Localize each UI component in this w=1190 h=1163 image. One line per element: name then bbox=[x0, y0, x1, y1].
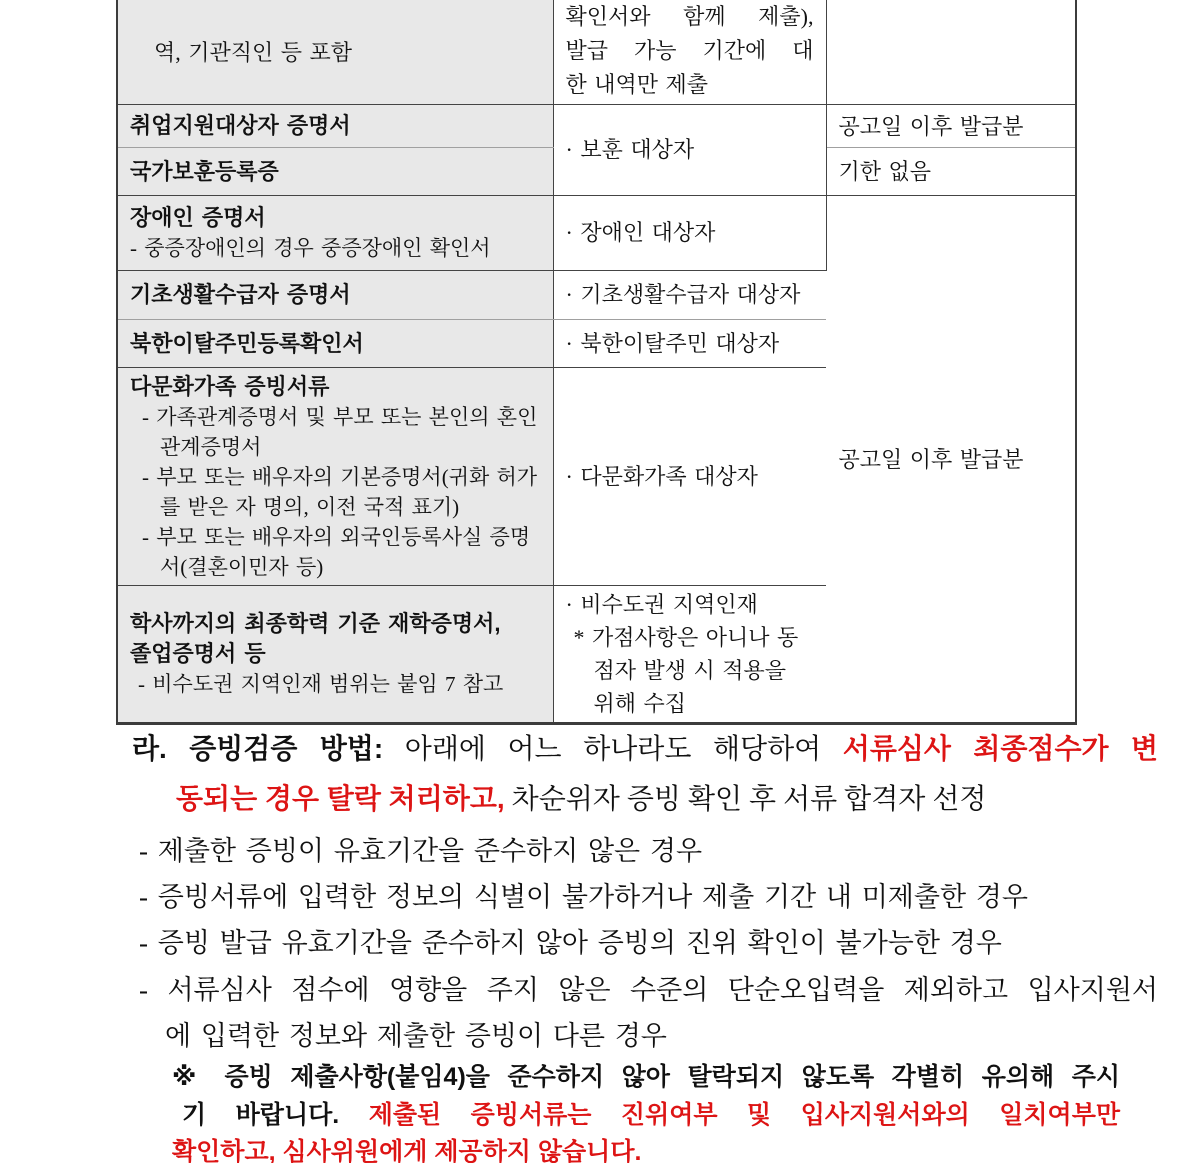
verification-section bbox=[0, 715, 1190, 1163]
cell-title-line: 학사까지의 최종학력 기준 재학증명서, bbox=[130, 611, 501, 636]
cell-cutoff-middle bbox=[553, 0, 826, 105]
cell-education-certs bbox=[117, 586, 553, 724]
section-heading-line2 bbox=[0, 781, 1190, 817]
cell-disability-target: · 장애인 대상자 bbox=[553, 196, 826, 271]
caution-note-line3: 확인하고, 심사위원에게 제공하지 않습니다. bbox=[172, 1138, 642, 1163]
cell-issued-after-notice-2: 공고일 이후 발급분 bbox=[826, 196, 1076, 724]
caution-note-line1: ※ 증빙 제출사항(붙임4)을 준수하지 않아 탈락되지 않도록 각별히 유의해 주시 bbox=[172, 1063, 1120, 1091]
note-red-text: 제출된 증빙서류는 진위여부 및 입사지원서와의 일치여부만 bbox=[368, 1101, 1121, 1129]
cell-text-line: 확인서와 함께 제출), bbox=[565, 4, 814, 29]
heading-text: 아래에 어느 하나라도 해당하여 bbox=[383, 734, 843, 765]
heading-label: 라. 증빙검증 방법: bbox=[132, 733, 384, 764]
cell-multicultural-docs bbox=[117, 368, 553, 586]
cell-multicultural-target: · 다문화가족 대상자 bbox=[553, 368, 826, 586]
cell-disability-cert bbox=[117, 196, 553, 271]
cell-defector-registration-cert: 북한이탈주민등록확인서 bbox=[117, 320, 553, 368]
rejection-case-item: - 증빙 발급 유효기간을 준수하지 않아 증빙의 진위 확인이 불가능한 경우 bbox=[139, 928, 1002, 958]
cell-text-line: 한 내역만 제출 bbox=[565, 72, 709, 97]
cell-national-merit-card: 국가보훈등록증 bbox=[117, 148, 553, 196]
cell-title: 다문화가족 증빙서류 bbox=[130, 373, 330, 399]
heading-warning-red: 동되는 경우 탈락 처리하고, bbox=[176, 783, 505, 814]
heading-warning-red: 서류심사 최종점수가 변 bbox=[842, 733, 1158, 764]
cell-issued-after-notice-1: 공고일 이후 발급분 bbox=[826, 105, 1076, 148]
caution-note-line2 bbox=[0, 1098, 1190, 1132]
cell-text-line: 발급 가능 기간에 대 bbox=[565, 38, 814, 63]
cell-note: * 가점사항은 아니나 동점자 발생 시 적용을 위해 수집 bbox=[573, 625, 799, 716]
table-row-cutoff bbox=[117, 0, 1076, 105]
rejection-case-item-line2: 에 입력한 정보와 제출한 증빙이 다른 경우 bbox=[165, 1021, 667, 1051]
rejection-case-item: - 증빙서류에 입력한 정보의 식별이 불가하거나 제출 기간 내 미제출한 경우 bbox=[139, 882, 1028, 912]
cell-defector-target: · 북한이탈주민 대상자 bbox=[553, 320, 826, 368]
heading-text: 차순위자 증빙 확인 후 서류 합격자 선정 bbox=[504, 784, 987, 815]
cell-basic-livelihood-target: · 기초생활수급자 대상자 bbox=[553, 271, 826, 320]
rejection-case-item-line1: - 서류심사 점수에 영향을 주지 않은 수준의 단순오입력을 제외하고 입사지원서 bbox=[139, 975, 1158, 1005]
cell-text: 역, 기관직인 등 포함 bbox=[154, 39, 353, 65]
submission-requirements-table bbox=[116, 0, 1077, 725]
cell-title: 장애인 증명서 bbox=[130, 205, 266, 230]
cell-list-item: - 가족관계증명서 및 부모 또는 본인의 혼인관계증명서 bbox=[142, 404, 538, 459]
cell-employment-support-cert: 취업지원대상자 증명서 bbox=[117, 105, 553, 148]
cell-title-line: 졸업증명서 등 bbox=[130, 641, 266, 666]
cell-subtext: - 중증장애인의 경우 중증장애인 확인서 bbox=[130, 236, 491, 260]
table-row-disability bbox=[117, 196, 1076, 271]
cell-cutoff-right-empty bbox=[826, 0, 1076, 105]
cell-basic-livelihood-cert: 기초생활수급자 증명서 bbox=[117, 271, 553, 320]
cell-text: · 비수도권 지역인재 bbox=[565, 592, 758, 617]
cell-subtext: - 비수도권 지역인재 범위는 붙임 7 참고 bbox=[138, 672, 504, 696]
cell-regional-talent bbox=[553, 586, 826, 724]
rejection-case-item: - 제출한 증빙이 유효기간을 준수하지 않은 경우 bbox=[139, 836, 703, 866]
cell-list-item: - 부모 또는 배우자의 기본증명서(귀화 허가를 받은 자 명의, 이전 국적 표기) bbox=[142, 464, 538, 519]
note-black-text: 기 바랍니다. bbox=[182, 1101, 369, 1129]
section-heading-line1 bbox=[0, 731, 1190, 767]
cell-no-deadline: 기한 없음 bbox=[826, 148, 1076, 196]
cell-veteran-target: · 보훈 대상자 bbox=[553, 105, 826, 196]
cell-list-item: - 부모 또는 배우자의 외국인등록사실 증명서(결혼이민자 등) bbox=[142, 524, 531, 579]
cell-cutoff-left bbox=[117, 0, 553, 105]
table-row-employment-support bbox=[117, 105, 1076, 148]
